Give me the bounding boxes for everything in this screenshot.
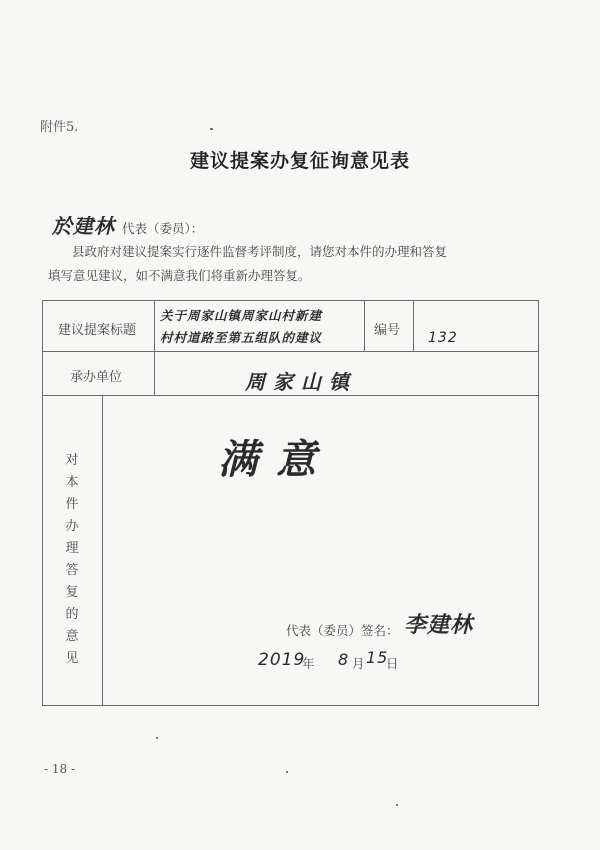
scan-speck [396,804,398,806]
date-month-unit: 月 [352,656,365,671]
handling-unit-label: 承办单位 [70,370,123,385]
page-number: - 18 - [44,762,76,776]
proposal-title-value-line-2: 村村道路至第五组队的建议 [160,330,323,345]
table-number-right-divider [413,300,414,351]
date-year-value: 2019 [258,650,306,670]
scan-speck [286,771,288,773]
scan-speck [156,737,158,739]
table-border-top [42,300,539,301]
date-day-value: 15 [366,648,389,667]
table-number-left-divider [364,300,365,351]
proposal-title-label: 建议提案标题 [58,323,137,338]
addressee-suffix: 代表（委员）： [122,221,204,236]
table-divider-row-1 [42,351,539,352]
intro-text-line-2: 填写意见建议，如不满意我们将重新办理答复。 [48,268,311,283]
date-year-unit: 年 [302,656,315,671]
addressee-name-handwritten: 於建林 [52,214,115,238]
table-opinion-label-divider [102,395,103,705]
table-divider-row-2 [42,395,539,396]
table-border-left [42,300,43,705]
page-title: 建议提案办复征询意见表 [189,150,410,172]
opinion-value-handwritten: 满意 [218,437,334,483]
handling-unit-value: 周家山镇 [245,370,357,394]
table-border-right [538,300,539,705]
opinion-label-vertical: 对本件办理答复的意见 [65,453,79,666]
signature-handwritten: 李建林 [404,613,474,638]
number-value: 132 [428,330,458,346]
number-label: 编号 [374,323,401,338]
date-day-unit: 日 [386,656,399,671]
proposal-title-value-line-1: 关于周家山镇周家山村新建 [160,308,323,323]
attachment-label: 附件5. [40,120,79,135]
signature-label: 代表（委员）签名： [286,623,399,638]
table-border-bottom [42,705,539,706]
intro-text-line-1: 县政府对建议提案实行逐件监督考评制度，请您对本件的办理和答复 [72,244,448,259]
table-label-column-divider [154,300,155,395]
date-month-value: 8 [338,650,350,669]
scan-speck [210,128,213,130]
